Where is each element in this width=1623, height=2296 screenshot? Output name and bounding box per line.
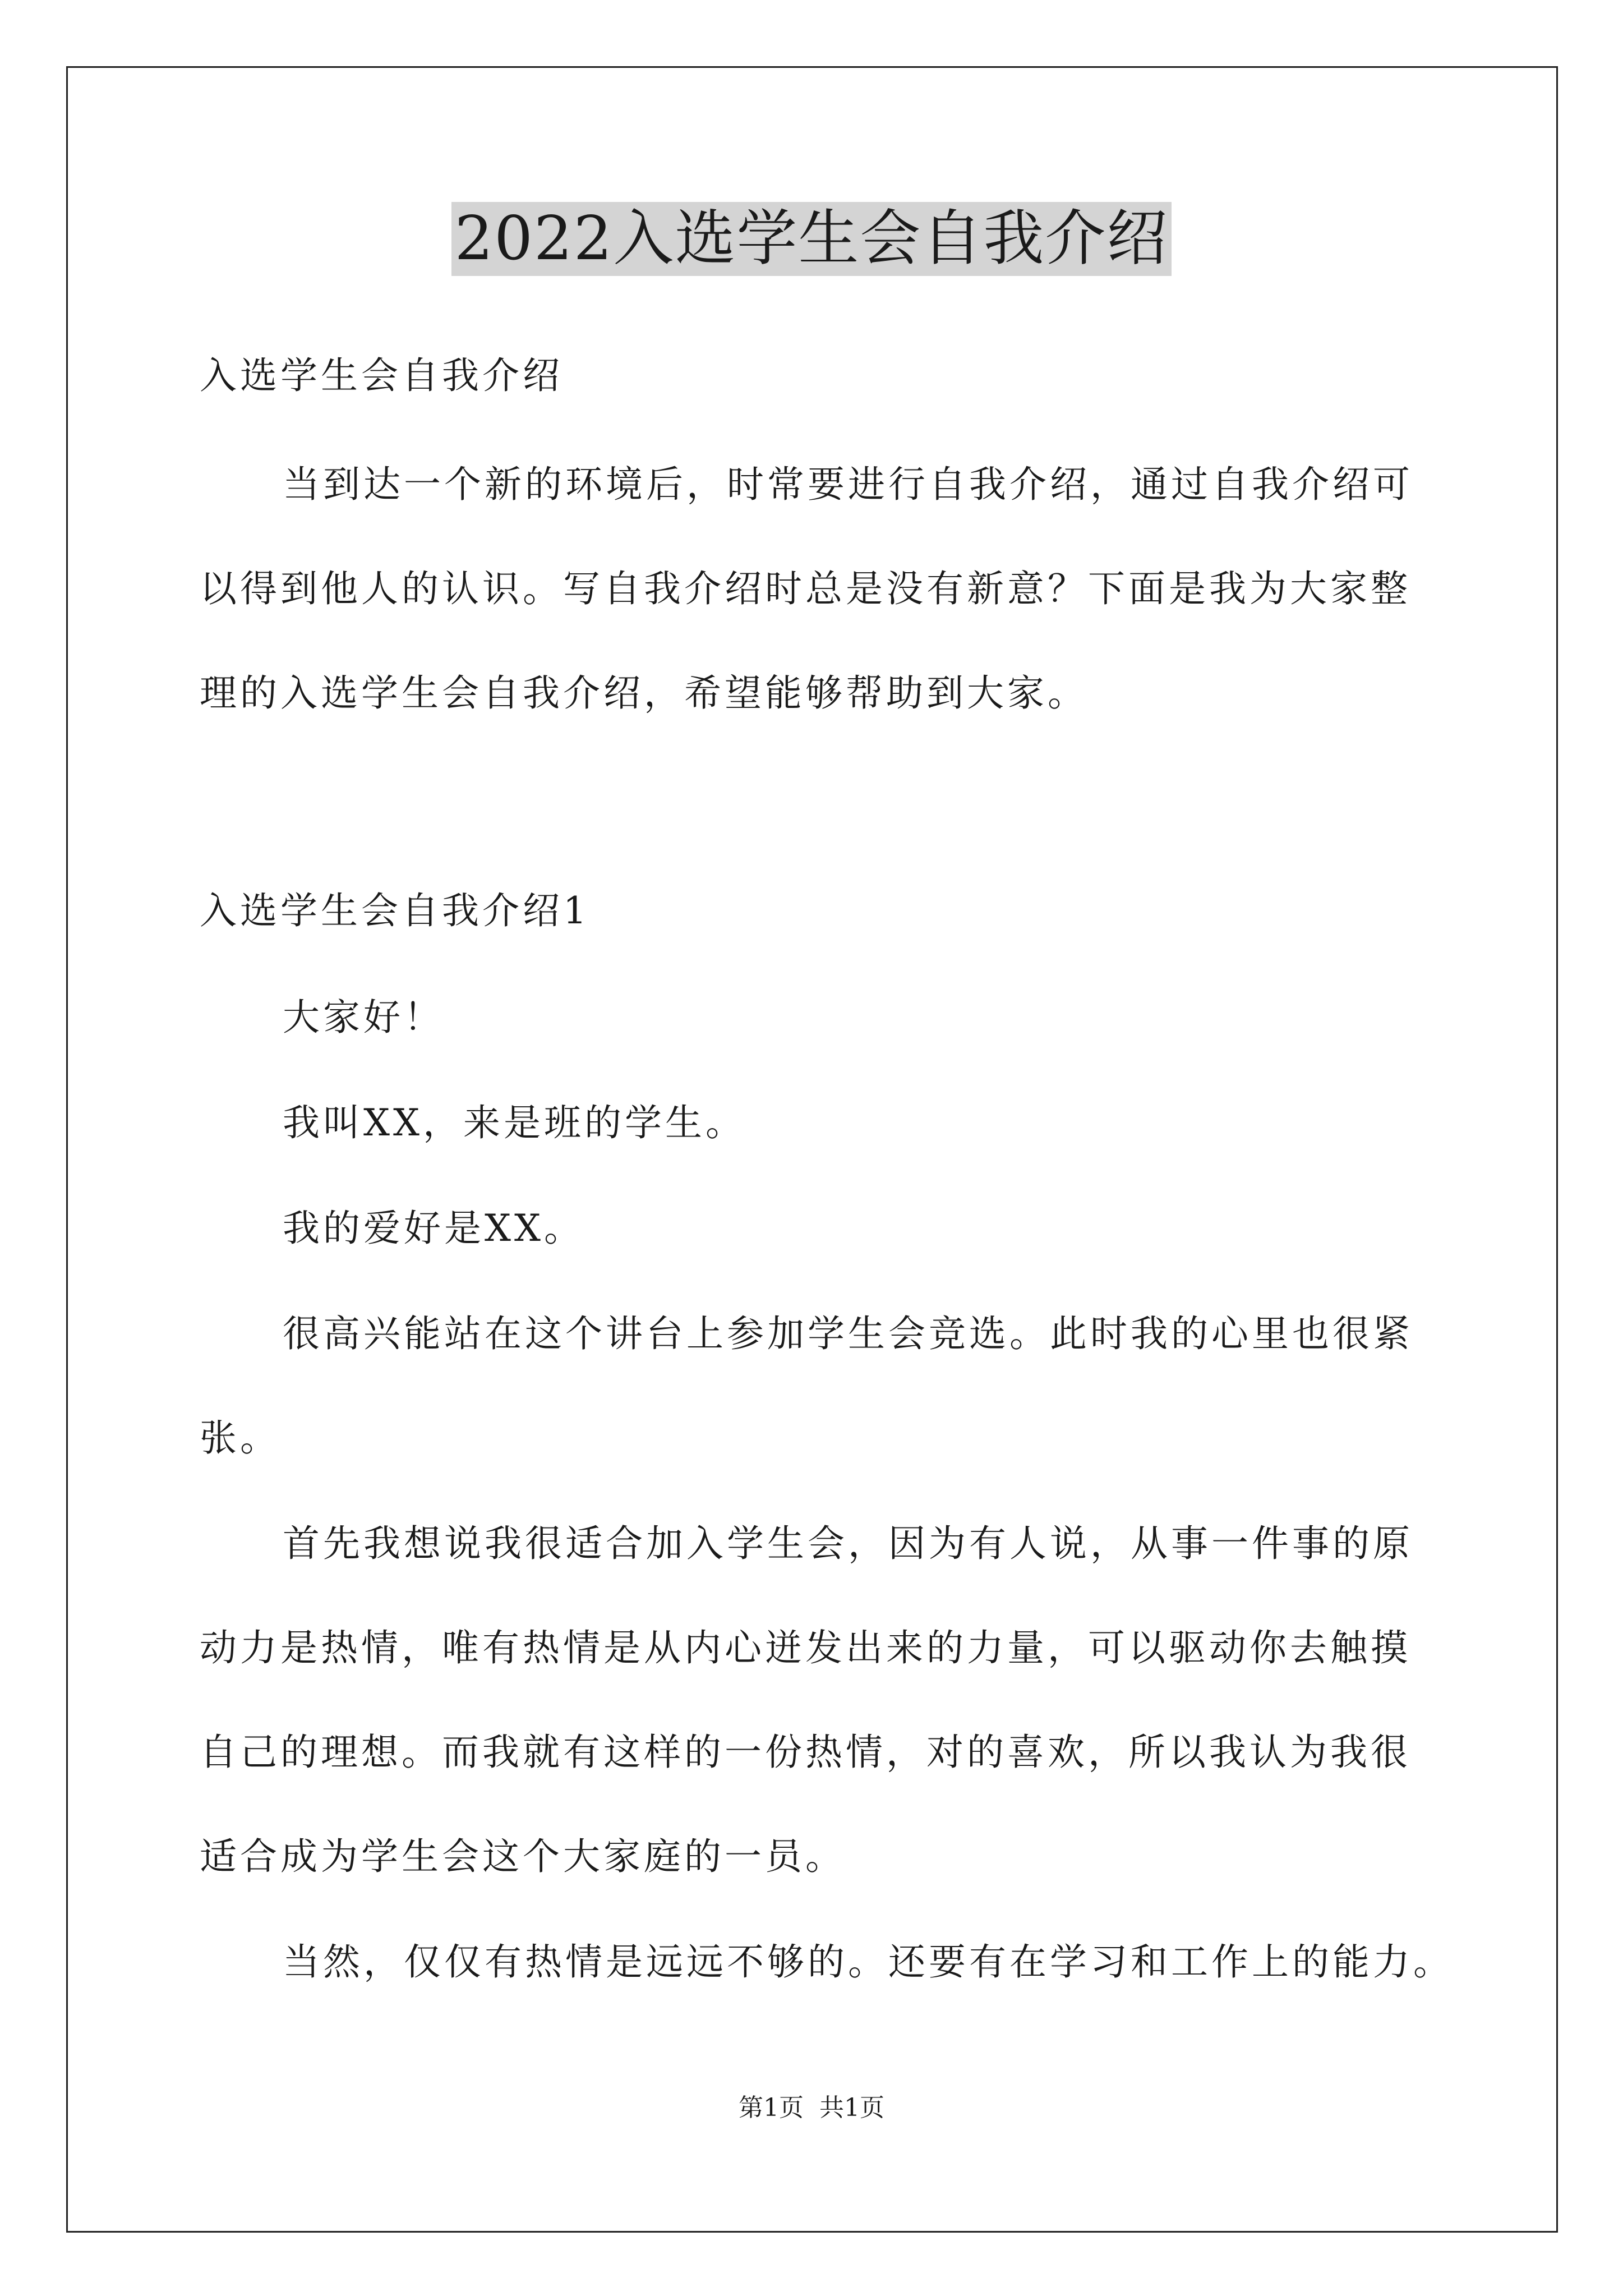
title-container [0,202,1623,276]
body-line-5: 张。 [200,1416,280,1460]
document-title: 2022入选学生会自我介绍 [451,202,1172,276]
body-line-10: 当然，仅仅有热情是远远不够的。还要有在学习和工作上的能力。 [283,1940,1454,1984]
body-line-7: 动力是热情，唯有热情是从内心迸发出来的力量，可以驱动你去触摸 [200,1626,1411,1669]
body-line-greeting: 大家好！ [283,996,444,1039]
body-line-8: 自己的理想。而我就有这样的一份热情，对的喜欢，所以我认为我很 [200,1731,1411,1774]
intro-line-1: 当到达一个新的环境后，时常要进行自我介绍，通过自我介绍可 [283,463,1413,506]
body-line-hobby: 我的爱好是XX。 [283,1207,584,1250]
page-footer [0,2092,1623,2124]
section-heading: 入选学生会自我介绍1 [200,889,590,932]
body-line-name: 我叫XX，来是班的学生。 [283,1101,746,1144]
body-line-4: 很高兴能站在这个讲台上参加学生会竞选。此时我的心里也很紧 [283,1312,1413,1355]
document-subtitle: 入选学生会自我介绍 [200,354,563,397]
intro-line-3: 理的入选学生会自我介绍，希望能够帮助到大家。 [200,671,1088,715]
page-number-current: 第1页 [739,2093,804,2122]
body-line-9: 适合成为学生会这个大家庭的一员。 [200,1835,846,1878]
intro-line-2: 以得到他人的认识。写自我介绍时总是没有新意？下面是我为大家整 [200,567,1411,610]
body-line-6: 首先我想说我很适合加入学生会，因为有人说，从事一件事的原 [283,1522,1413,1565]
page-number-total: 共1页 [819,2093,884,2122]
